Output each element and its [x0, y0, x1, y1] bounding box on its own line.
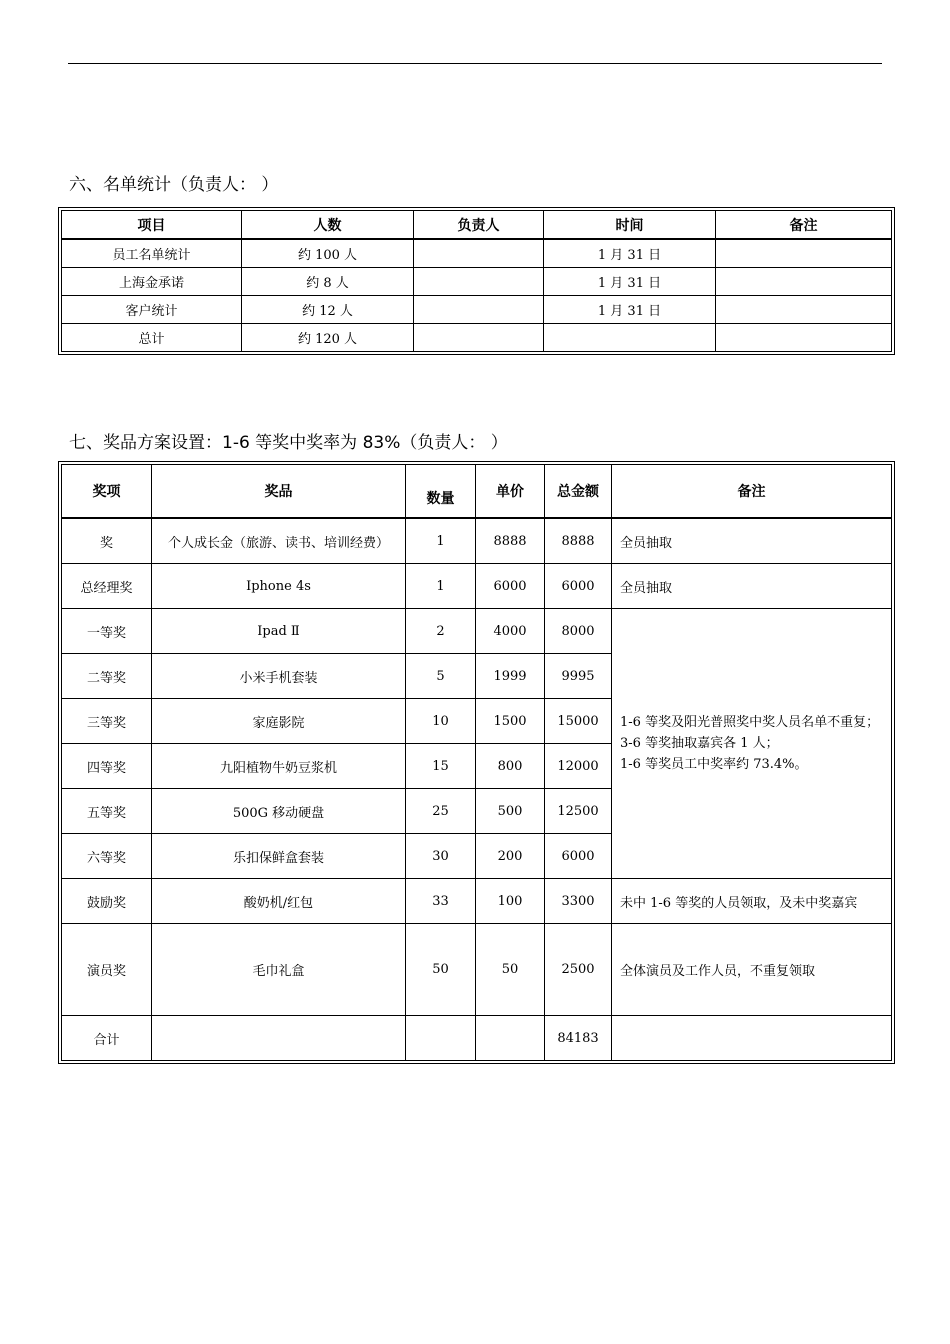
- prize-table: [58, 461, 895, 1064]
- table-cell: 6000: [545, 564, 612, 609]
- table-cell: 3300: [545, 879, 612, 924]
- table-header-row: [61, 210, 892, 239]
- table-cell: 三等奖: [61, 699, 152, 744]
- column-header: 备注: [716, 210, 892, 239]
- table-cell: 毛巾礼盒: [152, 924, 406, 1016]
- column-header: 总金额: [545, 464, 612, 518]
- table-cell: [716, 239, 892, 268]
- table-cell: 二等奖: [61, 654, 152, 699]
- table-cell: 上海金承诺: [61, 268, 242, 296]
- table-cell: [544, 324, 716, 352]
- roster-table: [58, 207, 895, 355]
- table-cell: 个人成长金（旅游、读书、培训经费）: [152, 518, 406, 564]
- table-cell: 25: [406, 789, 476, 834]
- table-cell: 1500: [476, 699, 545, 744]
- table-cell: 小米手机套装: [152, 654, 406, 699]
- table-cell: [414, 239, 544, 268]
- table-cell: 800: [476, 744, 545, 789]
- table-cell: 100: [476, 879, 545, 924]
- table-cell: 全员抽取: [612, 518, 892, 564]
- table-row: [61, 924, 892, 1016]
- table-cell: 1: [406, 518, 476, 564]
- table-cell: 五等奖: [61, 789, 152, 834]
- table-cell: 总计: [61, 324, 242, 352]
- table-cell: 50: [406, 924, 476, 1016]
- table-cell: 12500: [545, 789, 612, 834]
- table-cell: [406, 1016, 476, 1061]
- table-cell: [612, 1016, 892, 1061]
- header-rule: [68, 63, 882, 64]
- merged-note-cell: [612, 609, 892, 879]
- table-cell: 6000: [545, 834, 612, 879]
- table-cell: 1 月 31 日: [544, 296, 716, 324]
- table-row: [61, 879, 892, 924]
- note-line: 3-6 等奖抽取嘉宾各 1 人；: [620, 736, 779, 751]
- table-cell: 奖: [61, 518, 152, 564]
- table-cell: 33: [406, 879, 476, 924]
- table-cell: 约 8 人: [242, 268, 414, 296]
- table-row-total: [61, 324, 892, 352]
- table-cell: [716, 268, 892, 296]
- table-cell: 约 12 人: [242, 296, 414, 324]
- column-header: 奖项: [61, 464, 152, 518]
- table-cell: 约 120 人: [242, 324, 414, 352]
- table-row: [61, 609, 892, 654]
- table-cell: 九阳植物牛奶豆浆机: [152, 744, 406, 789]
- table-cell: [716, 296, 892, 324]
- table-row: [61, 296, 892, 324]
- table-cell: 500: [476, 789, 545, 834]
- column-header: 单价: [476, 464, 545, 518]
- table-row-total: [61, 1016, 892, 1061]
- table-cell: 客户统计: [61, 296, 242, 324]
- column-header: 时间: [544, 210, 716, 239]
- table-cell: 8000: [545, 609, 612, 654]
- table-cell: 家庭影院: [152, 699, 406, 744]
- table-cell: [716, 324, 892, 352]
- table-cell: 1 月 31 日: [544, 239, 716, 268]
- table-cell: 4000: [476, 609, 545, 654]
- table-cell: 全体演员及工作人员，不重复领取: [612, 924, 892, 1016]
- table-cell: 15000: [545, 699, 612, 744]
- table-cell: 10: [406, 699, 476, 744]
- table-cell: 约 100 人: [242, 239, 414, 268]
- table-cell: [414, 324, 544, 352]
- table-cell: [152, 1016, 406, 1061]
- section-6-heading: 六、名单统计（负责人： ）: [69, 175, 279, 195]
- table-cell: 8888: [545, 518, 612, 564]
- note-line: 1-6 等奖员工中奖率约 73.4%。: [620, 757, 808, 772]
- table-cell: 未中 1-6 等奖的人员领取，及未中奖嘉宾: [612, 879, 892, 924]
- column-header: 负责人: [414, 210, 544, 239]
- table-cell: 四等奖: [61, 744, 152, 789]
- table-cell: 演员奖: [61, 924, 152, 1016]
- table-cell: 30: [406, 834, 476, 879]
- table-row: [61, 268, 892, 296]
- table-cell: 8888: [476, 518, 545, 564]
- table-cell: 9995: [545, 654, 612, 699]
- table-cell: 1999: [476, 654, 545, 699]
- table-row: [61, 239, 892, 268]
- table-cell: 1 月 31 日: [544, 268, 716, 296]
- table-cell: 2500: [545, 924, 612, 1016]
- table-cell: 12000: [545, 744, 612, 789]
- table-cell: 500G 移动硬盘: [152, 789, 406, 834]
- table-cell: 全员抽取: [612, 564, 892, 609]
- note-line: 1-6 等奖及阳光普照奖中奖人员名单不重复；: [620, 715, 880, 730]
- table-cell: [414, 296, 544, 324]
- table-cell: [476, 1016, 545, 1061]
- table-cell: 合计: [61, 1016, 152, 1061]
- table-cell: 1: [406, 564, 476, 609]
- table-cell: Iphone 4s: [152, 564, 406, 609]
- table-cell: 2: [406, 609, 476, 654]
- column-header: 项目: [61, 210, 242, 239]
- column-header: 备注: [612, 464, 892, 518]
- table-cell: 员工名单统计: [61, 239, 242, 268]
- table-cell: 六等奖: [61, 834, 152, 879]
- table-cell: 84183: [545, 1016, 612, 1061]
- table-cell: 15: [406, 744, 476, 789]
- table-cell: 5: [406, 654, 476, 699]
- table-cell: 50: [476, 924, 545, 1016]
- table-row: [61, 518, 892, 564]
- table-cell: 总经理奖: [61, 564, 152, 609]
- table-cell: 鼓励奖: [61, 879, 152, 924]
- table-cell: 乐扣保鲜盒套装: [152, 834, 406, 879]
- table-row: [61, 564, 892, 609]
- table-cell: Ipad Ⅱ: [152, 609, 406, 654]
- table-cell: [414, 268, 544, 296]
- table-cell: 200: [476, 834, 545, 879]
- table-header-row: [61, 464, 892, 518]
- table-cell: 一等奖: [61, 609, 152, 654]
- column-header: 奖品: [152, 464, 406, 518]
- table-cell: 6000: [476, 564, 545, 609]
- table-cell: 酸奶机/红包: [152, 879, 406, 924]
- column-header: 数量: [406, 464, 476, 518]
- column-header: 人数: [242, 210, 414, 239]
- section-7-heading: 七、奖品方案设置：1-6 等奖中奖率为 83%（负责人： ）: [69, 433, 508, 453]
